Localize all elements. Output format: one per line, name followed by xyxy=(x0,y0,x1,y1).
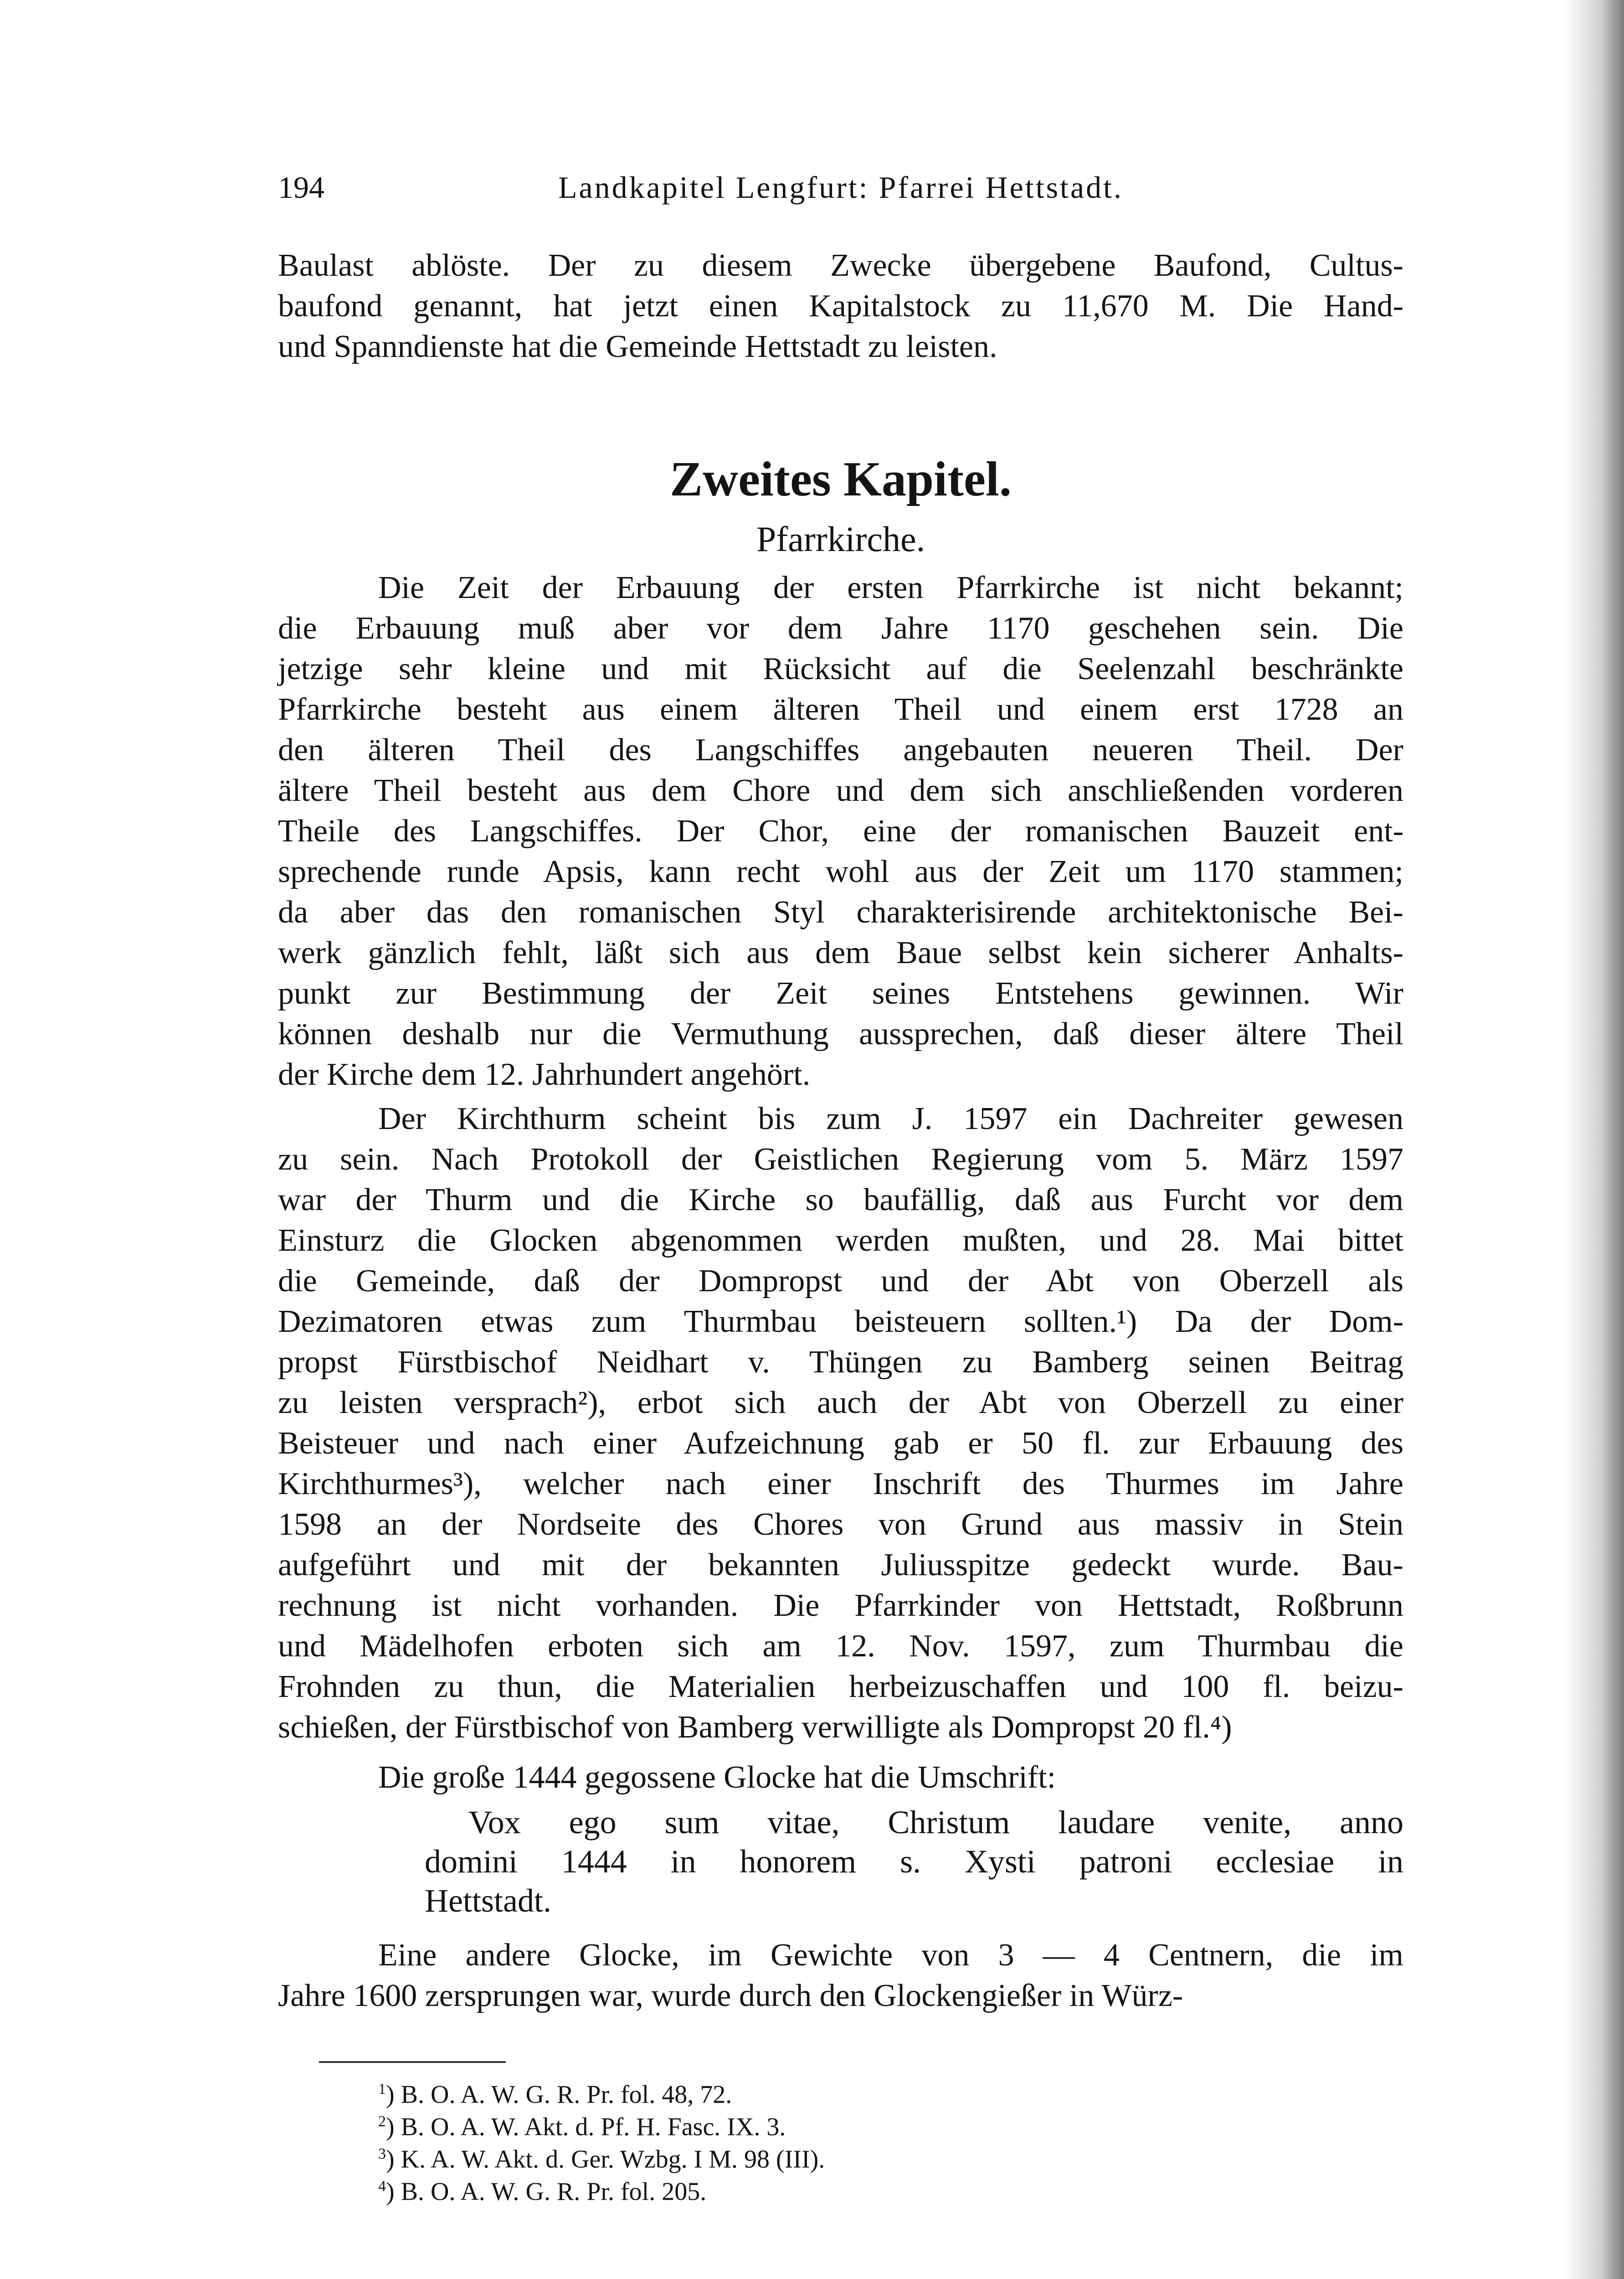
paragraph-construction xyxy=(278,567,1403,1095)
text-line: jetzige sehr kleine und mit Rücksicht auf die Seelenzahl beschränkte xyxy=(278,651,1403,686)
text-line: Theile des Langschiffes. Der Chor, eine der romanischen Bauzeit ent- xyxy=(278,814,1403,849)
text-line: Beisteuer und nach einer Aufzeichnung gab er 50 fl. zur Erbauung des xyxy=(278,1426,1403,1461)
text-line: ältere Theil besteht aus dem Chore und dem sich anschließenden vorderen xyxy=(278,773,1403,808)
page-header xyxy=(278,170,1403,215)
footnote-text: B. O. A. W. G. R. Pr. fol. 205. xyxy=(401,2177,707,2206)
text-line: rechnung ist nicht vorhanden. Die Pfarrkinder von Hettstadt, Roßbrunn xyxy=(278,1588,1403,1623)
text-line: Die Zeit der Erbauung der ersten Pfarrkirche ist nicht bekannt; xyxy=(378,570,1403,605)
paragraph-tower xyxy=(278,1098,1403,1748)
text-line: baufond genannt, hat jetzt einen Kapitalstock zu 11,670 M. Die Hand- xyxy=(278,289,1403,324)
text-line: Hettstadt. xyxy=(425,1882,551,1919)
paragraph-second-bell xyxy=(278,1935,1403,2016)
footnote-mark: 2 xyxy=(378,2113,386,2130)
text-line: zu leisten versprach²), erbot sich auch der Abt von Oberzell zu einer xyxy=(278,1385,1403,1420)
text-line: die Erbauung muß aber vor dem Jahre 1170 geschehen sein. Die xyxy=(278,611,1403,646)
paragraph-intro xyxy=(278,245,1403,367)
text-line: zu sein. Nach Protokoll der Geistlichen Regierung vom 5. März 1597 xyxy=(278,1142,1403,1177)
text-line: Frohnden zu thun, die Materialien herbeizuschaffen und 100 fl. beizu- xyxy=(278,1669,1403,1704)
text-line: sprechende runde Apsis, kann recht wohl aus der Zeit um 1170 stammen; xyxy=(278,854,1403,889)
footnote-paren: ) xyxy=(386,2145,401,2174)
footnote xyxy=(378,2170,825,2206)
text-line: und Mädelhofen erboten sich am 12. Nov. 1597, zum Thurmbau die xyxy=(278,1629,1403,1664)
text-line: Der Kirchthurm scheint bis zum J. 1597 ein Dachreiter gewesen xyxy=(378,1101,1403,1136)
page-number: 194 xyxy=(278,170,324,205)
text-line: Jahre 1600 zersprungen war, wurde durch den Glockengießer in Würz- xyxy=(278,1978,1183,2013)
footnote xyxy=(378,2073,825,2109)
text-line: Dezimatoren etwas zum Thurmbau beisteuern sollten.¹) Da der Dom- xyxy=(278,1304,1403,1339)
text-line: Eine andere Glocke, im Gewichte von 3 — 4 Centnern, die im xyxy=(378,1938,1403,1973)
text-line: Vox ego sum vitae, Christum laudare venite, anno xyxy=(468,1804,1403,1841)
running-head: Landkapitel Lengfurt: Pfarrei Hettstadt. xyxy=(558,170,1124,205)
text-line: schießen, der Fürstbischof von Bamberg verwilligte als Dompropst 20 fl.⁴) xyxy=(278,1710,1232,1745)
text-line: Kirchthurmes³), welcher nach einer Inschrift des Thurmes im Jahre xyxy=(278,1466,1403,1501)
text-line: werk gänzlich fehlt, läßt sich aus dem Baue selbst kein sicherer Anhalts- xyxy=(278,935,1403,970)
text-line: Baulast ablöste. Der zu diesem Zwecke übergebene Baufond, Cultus- xyxy=(278,248,1403,283)
footnote-text: B. O. A. W. G. R. Pr. fol. 48, 72. xyxy=(401,2080,732,2109)
text-line: können deshalb nur die Vermuthung aussprechen, daß dieser ältere Theil xyxy=(278,1016,1403,1052)
paragraph-bell-intro xyxy=(278,1757,1403,1798)
page-edge-shadow xyxy=(1565,0,1624,2279)
text-line: die Gemeinde, daß der Dompropst und der Abt von Oberzell als xyxy=(278,1263,1403,1299)
text-line: der Kirche dem 12. Jahrhundert angehört. xyxy=(278,1057,811,1092)
footnote-mark: 4 xyxy=(378,2178,386,2195)
footnote-text: K. A. W. Akt. d. Ger. Wzbg. I M. 98 (III). xyxy=(401,2145,825,2174)
text-line: punkt zur Bestimmung der Zeit seines Entstehens gewinnen. Wir xyxy=(278,976,1403,1011)
text-line: 1598 an der Nordseite des Chores von Grund aus massiv in Stein xyxy=(278,1507,1403,1542)
text-line: domini 1444 in honorem s. Xysti patroni ecclesiae in xyxy=(425,1843,1403,1880)
text-line: propst Fürstbischof Neidhart v. Thüngen zu Bamberg seinen Beitrag xyxy=(278,1345,1403,1380)
text-line: aufgeführt und mit der bekannten Juliusspitze gedeckt wurde. Bau- xyxy=(278,1547,1403,1583)
text-line: Pfarrkirche besteht aus einem älteren Theil und einem erst 1728 an xyxy=(278,692,1403,727)
text-line: Die große 1444 gegossene Glocke hat die Umschrift: xyxy=(378,1760,1056,1795)
footnote xyxy=(378,2138,825,2174)
footnote-mark: 3 xyxy=(378,2145,386,2162)
footnote-paren: ) xyxy=(386,2080,401,2109)
chapter-title: Zweites Kapitel. xyxy=(670,452,1012,506)
footnotes xyxy=(378,2073,825,2206)
section-title: Pfarrkirche. xyxy=(756,519,925,559)
bell-inscription-quote xyxy=(425,1803,1403,1920)
text-line: war der Thurm und die Kirche so baufällig, daß aus Furcht vor dem xyxy=(278,1182,1403,1217)
text-line: Einsturz die Glocken abgenommen werden mußten, und 28. Mai bittet xyxy=(278,1223,1403,1258)
footnote-mark: 1 xyxy=(378,2081,386,2098)
footnote-rule xyxy=(319,2061,506,2063)
text-line: den älteren Theil des Langschiffes angebauten neueren Theil. Der xyxy=(278,732,1403,768)
footnote-paren: ) xyxy=(386,2177,401,2206)
footnote xyxy=(378,2105,825,2141)
text-line: und Spanndienste hat die Gemeinde Hettstadt zu leisten. xyxy=(278,329,997,364)
footnote-text: B. O. A. W. Akt. d. Pf. H. Fasc. IX. 3. xyxy=(401,2113,786,2141)
text-line: da aber das den romanischen Styl charakterisirende architektonische Bei- xyxy=(278,895,1403,930)
footnote-paren: ) xyxy=(386,2113,401,2141)
